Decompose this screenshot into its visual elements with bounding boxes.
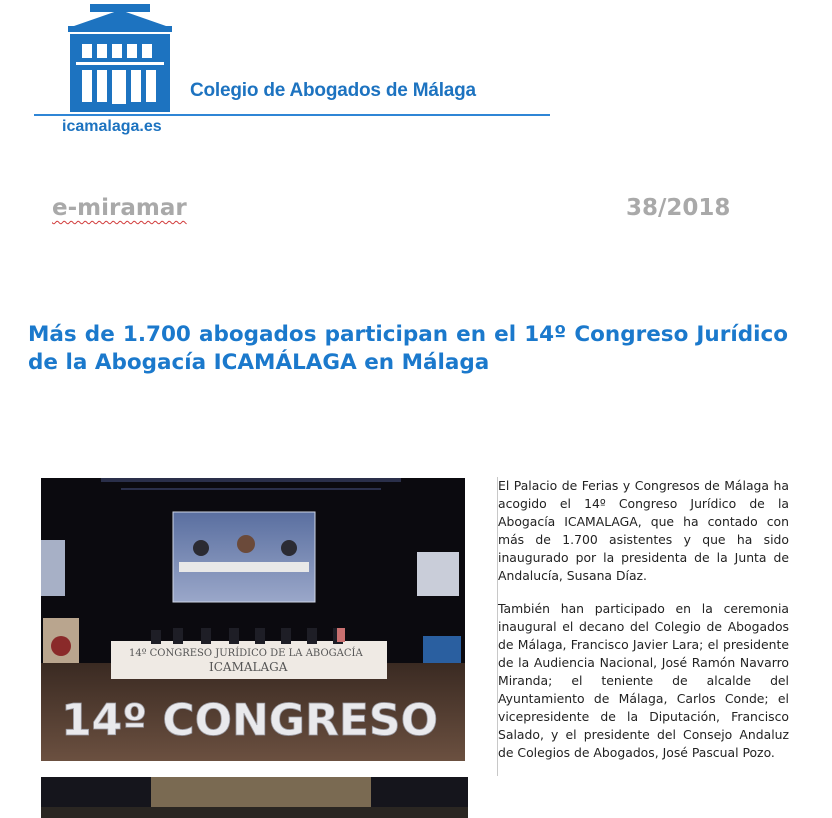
logo-divider [34,114,550,116]
article-body [497,477,789,776]
logo-name: Colegio de Abogados de Málaga [190,80,476,101]
logo-url: icamalaga.es [62,118,162,135]
congress-photo [41,478,465,761]
article-headline: Más de 1.700 abogados participan en el 14º Congreso Jurídico de la Abogacía ICAMÁLAGA en Málaga [28,322,788,375]
banner-line-2: ICAMALAGA [209,660,288,674]
article-paragraph: El Palacio de Ferias y Congresos de Málaga ha acogido el 14º Congreso Jurídico de la Abogacía ICAMALAGA, que ha contado con más de 1.700 asistentes y que ha sido inaugurado por la presidenta de la Junta de Andalucía, Susana Díaz. [498,478,789,584]
congress-photo-illustration [41,478,465,761]
article-paragraph: También han participado en la ceremonia inaugural el decano del Colegio de Abogados de Málaga, Francisco Javier Lara; el presidente de la Audiencia Nacional, José Ramón Navarro Miranda; el teniente de alcalde del Ayuntamiento de Málaga, Carlos Conde; el vicepresidente de la Diputación, Francisco Salado, y el presidente del Consejo Andaluz de Colegios de Abogados, José Pascual Pozo. [498,600,789,761]
building-logo-icon [62,4,178,112]
congress-sign: 14º CONGRESO [61,695,439,746]
second-photo-illustration [41,777,468,818]
second-photo [41,777,468,818]
publication-name: e-miramar [52,195,187,221]
banner-line-1: 14º CONGRESO JURÍDICO DE LA ABOGACÍA [129,648,363,659]
icamalaga-logo[interactable] [34,4,554,140]
issue-number: 38/2018 [626,195,731,221]
